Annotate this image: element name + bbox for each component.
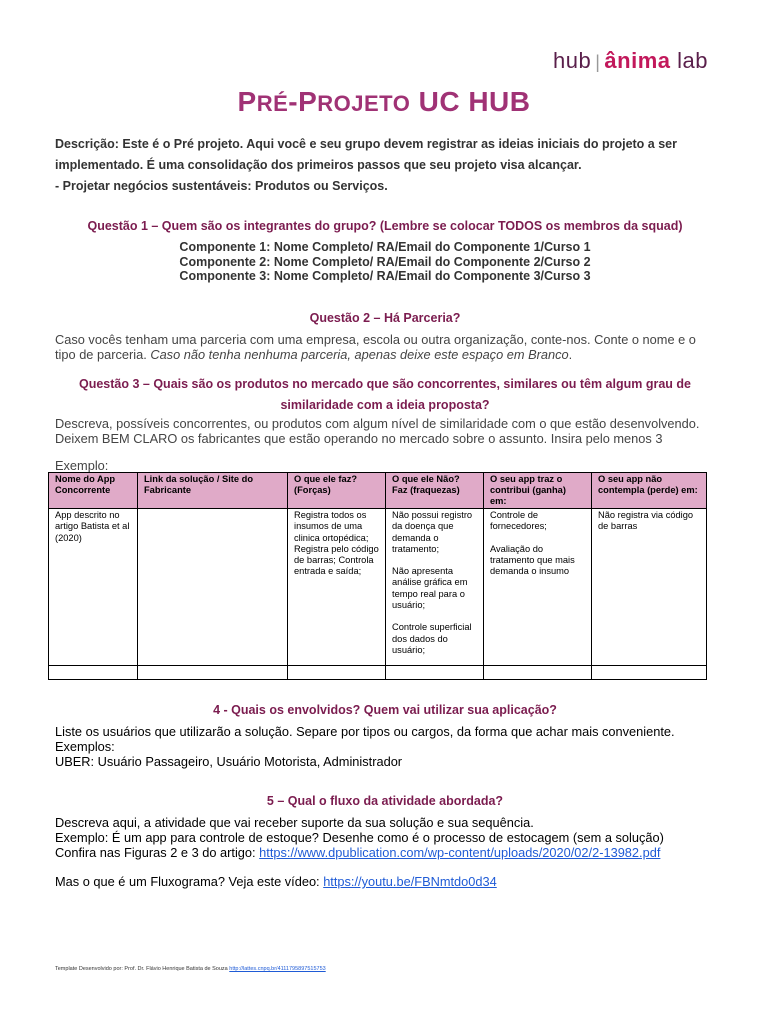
component-line: Componente 1: Nome Completo/ RA/Email do Componente 1/Curso 1 [179,240,591,254]
table-header: O que ele faz? (Forças) [288,473,386,509]
competitors-table [48,472,707,680]
table-row [49,509,707,666]
lattes-link[interactable]: http://lattes.cnpq.br/4111795897515753 [229,966,326,972]
anima-lab-logo [553,48,708,74]
table-cell[interactable]: Não registra via código de barras [592,509,707,666]
question-2-text: Caso vocês tenham uma parceria com uma empresa, escola ou outra organização, conte-nos. Conte o nome e o tipo de parceria. Caso não tenha nenhuma parceria, apenas deixe este espaço em Branco. [55,332,696,362]
description: Descrição: Este é o Pré projeto. Aqui você e seu grupo devem registrar as ideias iniciais do projeto a ser implementado. É uma consolidação dos primeiros passos que seu projeto visa alcançar. - Projetar negócios sustentáveis: Produtos ou Serviços. [55,137,677,193]
article-link[interactable]: https://www.dpublication.com/wp-content/uploads/2020/02/2-13982.pdf [259,845,661,860]
question-4-text: Liste os usuários que utilizarão a solução. Separe por tipos ou cargos, da forma que achar mais conveniente. Exemplos: UBER: Usuário Passageiro, Usuário Motorista, Administrador [55,724,675,769]
question-5-heading: 5 – Qual o fluxo da atividade abordada? [266,794,504,808]
question-4-heading: 4 - Quais os envolvidos? Quem vai utilizar sua aplicação? [213,703,557,717]
component-line: Componente 3: Nome Completo/ RA/Email do Componente 3/Curso 3 [179,269,591,283]
logo-hub: hub [553,48,592,73]
table-header: Nome do App Concorrente [49,473,138,509]
table-header: O seu app não contempla (perde) em: [592,473,707,509]
table-header: O que ele Não? Faz (fraquezas) [386,473,484,509]
logo-lab: lab [677,48,708,73]
video-link[interactable]: https://youtu.be/FBNmtdo0d34 [323,874,497,889]
example-label: Exemplo: [55,458,109,473]
table-cell[interactable]: App descrito no artigo Batista et al (2020) [49,509,138,666]
table-header-row [49,473,707,509]
table-row-empty [49,666,707,680]
logo-anima: ânima [604,48,671,73]
question-3-text: Descreva, possíveis concorrentes, ou produtos com algum nível de similaridade com o que estão desenvolvendo. Deixem BEM CLARO os fabricantes que estão operando no mercado sobre o assunto. Insira pelo menos 3 [55,416,700,446]
table-cell[interactable] [138,509,288,666]
question-5-text: Descreva aqui, a atividade que vai receber suporte da sua solução e sua sequência. Exemplo: É um app para controle de estoque? Desenhe como é o processo de estocagem (sem a solução) Confira nas Figuras 2 e 3 do artigo: https://www.dpublication.com/wp-content/uploads/2020/02/2-13982.pdf Mas o que é um Fluxograma? Veja este vídeo: https://youtu.be/FBNmtdo0d34 [55,815,664,889]
footer: Template Desenvolvido por: Prof. Dr. Flávio Henrique Batista de Souza http://lattes.cnpq.br/4111795897515753 [55,966,326,972]
table-cell[interactable]: Controle de fornecedores; Avaliação do tratamento que mais demanda o insumo [484,509,592,666]
question-3-heading: Questão 3 – Quais são os produtos no mercado que são concorrentes, similares ou têm algum grau de similaridade com a ideia proposta? [79,377,691,412]
table-header: Link da solução / Site do Fabricante [138,473,288,509]
question-1-components [55,240,715,284]
logo-separator: | [595,52,601,72]
component-line: Componente 2: Nome Completo/ RA/Email do Componente 2/Curso 2 [179,254,591,269]
page-title: PRÉ-PROJETO UC HUB [237,86,531,117]
question-1-heading: Questão 1 – Quem são os integrantes do grupo? (Lembre se colocar TODOS os membros da squad) [87,219,683,233]
table-cell[interactable]: Registra todos os insumos de uma clinica ortopédica; Registra pelo código de barras; Controla entrada e saída; [288,509,386,666]
question-2-heading: Questão 2 – Há Parceria? [309,311,461,325]
table-cell[interactable]: Não possui registro da doença que demanda o tratamento; Não apresenta análise gráfica em tempo real para o usuário; Controle superficial dos dados do usuário; [386,509,484,666]
table-header: O seu app traz o contribui (ganha) em: [484,473,592,509]
